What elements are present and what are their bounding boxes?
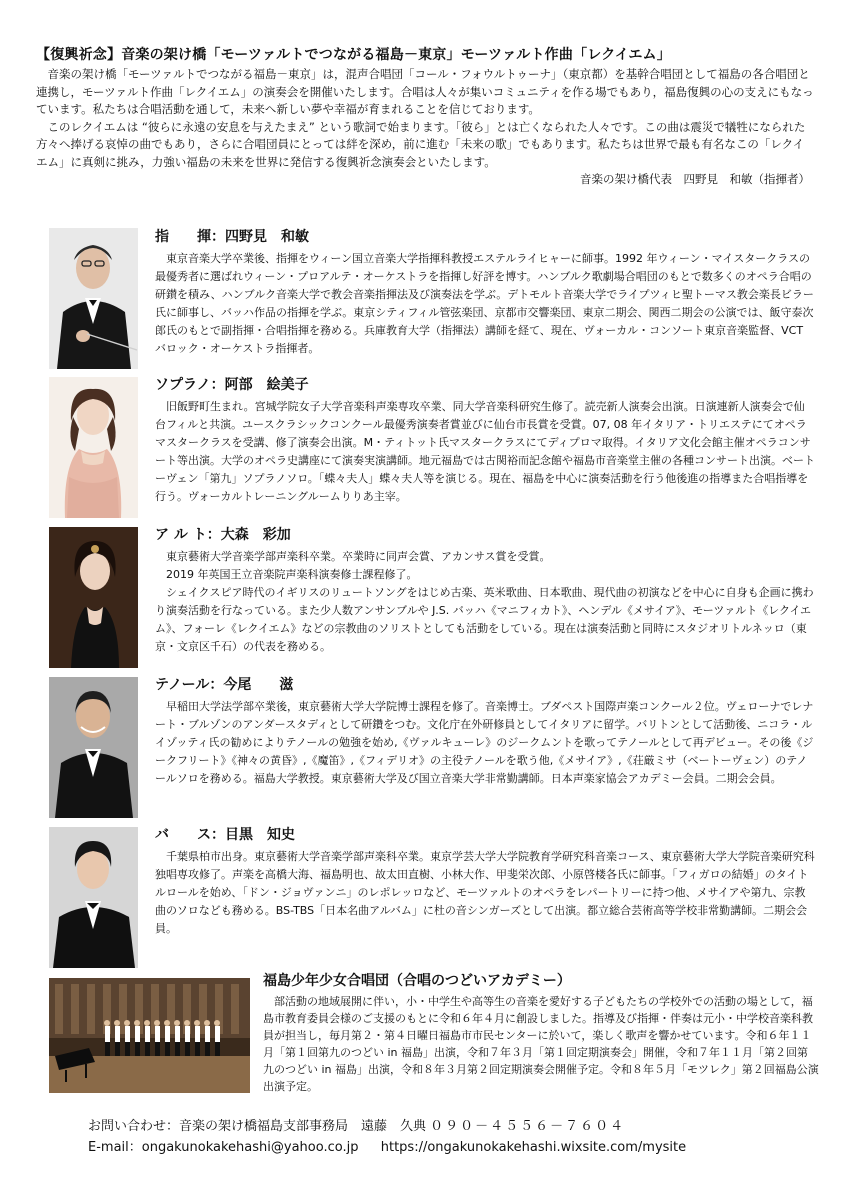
alto-bio bbox=[155, 526, 815, 656]
tenor-bio bbox=[155, 676, 815, 788]
soprano-bio bbox=[155, 376, 815, 506]
conductor-name: 指 揮：四野見 和敏 bbox=[155, 229, 309, 245]
bass-bio-text: 千葉県柏市出身。東京藝術大学音楽学部声楽科卒業。東京学芸大学大学院教育学研究科音楽コース、東京藝術大学大学院音楽研究科独唱専攻修了。声楽を高橋大海、福島明也、故太田直樹、小林大作、甲斐栄次郎、小原啓楼各氏に師事。「フィガロの結婚」のタイトルロールを始め、「ドン・ジョヴァンニ」のレポレッロなど、モーツァルトのオペラをレパートリーに持つ他、メサイアや第九、宗教曲のソロなども務める。BS-TBS「日本名曲アルバム」に杜の音シンガーズとして出演。都立総合芸術高等学校非常勤講師。二期会会員。 bbox=[155, 850, 815, 935]
alto-bio-line-2: 2019 年英国王立音楽院声楽科演奏修士課程修了。 bbox=[166, 568, 418, 581]
contact-label: お問い合わせ：音楽の架け橋福島支部事務局 遠藤 久典 bbox=[88, 1119, 427, 1134]
tenor-photo bbox=[49, 677, 138, 818]
conductor-bio bbox=[155, 228, 815, 358]
bass-bio bbox=[155, 826, 815, 938]
intro-signature: 音楽の架け橋代表 四野見 和敏（指揮者） bbox=[580, 172, 810, 186]
bass-name: バ ス：目黒 知史 bbox=[155, 827, 295, 843]
contact-line bbox=[88, 1116, 808, 1137]
alto-photo bbox=[49, 527, 138, 668]
intro-paragraph-1: 音楽の架け橋「モーツァルトでつながる福島－東京」は，混声合唱団「コール・フォウルトゥーナ」（東京都）を基幹合唱団として福島の各合唱団と連携し，モーツァルト作曲「レクイエム」の演奏会を開催いたします。合唱は人々が集いコミュニティを作る場でもあり，福島復興の心の支えにもなっています。私たちは合唱活動を通して，未来へ新しい夢や幸福が育まれることを信じております。 bbox=[36, 67, 814, 116]
choir-name: 福島少年少女合唱団（合唱のつどいアカデミー） bbox=[263, 973, 571, 989]
intro-paragraph-2: このレクイエムは “彼らに永遠の安息を与えたまえ” という歌詞で始まります。「彼ら」とは亡くなられた人々です。この曲は震災で犠牲になられた方々へ捧げる哀悼の曲でもあり，さらに合唱団員にとっては絆を深め，前に進む「未来の歌」でもあります。私たちは世界で最も有名なこの「レクイエム」に真剣に挑み，力強い福島の未来を世界に発信する復興祈念演奏会といたします。 bbox=[36, 119, 806, 169]
alto-bio-line-3: シェイクスピア時代のイギリスのリュートソングをはじめ古楽、英米歌曲、日本歌曲、現代曲の初演などを中心に自身も企画に携わり演奏活動を行なっている。また少人数アンサンブルや J.S. バッハ《マニフィカト》、ヘンデル《メサイア》、モーツァルト《レクイエム》、フォーレ《レクイエム》などの宗教曲のソリストとしても活動をしている。現在は演奏活動と同時にスタジオリトルネッロ（東京・文京区千石）の代表を務める。 bbox=[155, 586, 814, 653]
conductor-bio-text: 東京音楽大学卒業後、指揮をウィーン国立音楽大学指揮科教授エステルライヒャーに師事。1992 年ウィーン・マイスタークラスの最優秀者に選ばれウィーン・プロアルテ・オーケストラを指揮し好評を博す。ハンブルク歌劇場合唱団のもとで数多くのオペラ合唱の研鑚を積み、ハンブルク音楽大学で教会音楽指揮法及び演奏法を学ぶ。デトモルト音楽大学でライプツィヒ聖トーマス教会楽長ビラー氏に師事し、バッハ作品の指揮を学ぶ。東京シティフィル管弦楽団、京都市交響楽団、東京二期会、関西二期会の公演では、飯守泰次郎氏のもとで副指揮・合唱指揮を務める。兵庫教育大学（指揮法）講師を経て、現在、ヴォーカル・コンソート東京音楽監督、VCT バロック・オーケストラ指揮者。 bbox=[155, 252, 814, 355]
choir-bio-text: 部活動の地域展開に伴い，小・中学生や高等生の音楽を愛好する子どもたちの学校外での活動の場として，福島市教育委員会様のご支援のもとに令和６年４月に創設しました。指導及び指揮・伴奏は元小・中学校音楽科教員が担当し，毎月第２・第４日曜日福島市市民センターに於いて，楽しく歌声を響かせています。令和６年１１月「第１回第九のつどい in 福島」出演，令和７年３月「第１回定期演奏会」開催，令和７年１１月「第２回第九のつどい in 福島」出演，令和８年３月第２回定期演奏会開催予定。令和８年５月「モツレク」第２回福島公演出演予定。 bbox=[263, 995, 819, 1093]
choir-photo bbox=[49, 978, 250, 1093]
tenor-bio-text: 早稲田大学法学部卒業後，東京藝術大学大学院博士課程を修了。音楽博士。ブダペスト国際声楽コンクール２位。ヴェローナでレナート・ブルゾンのアンダースタディとして研鑽をつむ。文化庁在外研修員としてイタリアに留学。バリトンとして活動後、ニコラ・ルイゾッティ氏の勧めによりテノールの勉強を始め,《ヴァルキューレ》のジークムントを歌ってテノールとして再デビュー。その後《ジークフリート》《神々の黄昏》,《魔笛》,《フィデリオ》の主役テノールを歌う他,《メサイア》,《荘厳ミサ（ベートーヴェン）のテノールソロを務める。福島大学教授。東京藝術大学及び国立音楽大学非常勤講師。日本声楽家協会アカデミー会員。二期会会員。 bbox=[155, 700, 814, 785]
contact-phone: ０９０－４５５６－７６０４ bbox=[430, 1119, 626, 1134]
contact-section bbox=[88, 1116, 808, 1158]
intro-section bbox=[36, 66, 814, 189]
alto-name: ア ル ト：大森 彩加 bbox=[155, 527, 291, 543]
flyer-title: 【復興祈念】音楽の架け橋「モーツァルトでつながる福島－東京」モーツァルト作曲「レクイエム」 bbox=[36, 47, 671, 63]
soprano-bio-text: 旧飯野町生まれ。宮城学院女子大学音楽科声楽専攻卒業、同大学音楽科研究生修了。読売新人演奏会出演。日演連新人演奏会で仙台フィルと共演。ユースクラシックコンクール最優秀演奏者賞並びに仙台市長賞を受賞。07, 08 年イタリア・トリエステにてオペラマスタークラスを受講、修了演奏会出演。M・ティトット氏マスタークラスにてディプロマ取得。イタリア文化会館主催オペラコンサート等出演。大学のオペラ史講座にて演奏実演講師。地元福島では古関裕而記念館や福島市音楽堂主催の各種コンサート出演。ベートーヴェン「第九」ソプラノソロ。「蝶々夫人」蝶々夫人等を演じる。現在、福島を中心に演奏活動を行う他後進の指導また合唱指導を行う。ヴォーカルトレーニングルームりりあ主宰。 bbox=[155, 400, 815, 503]
choir-section bbox=[263, 972, 819, 1095]
tenor-name: テノール：今尾 滋 bbox=[155, 677, 294, 693]
contact-url[interactable]: https://ongakunokakehashi.wixsite.com/mysite bbox=[380, 1140, 687, 1155]
bass-photo bbox=[49, 827, 138, 968]
contact-email[interactable]: E-mail：ongakunokakehashi@yahoo.co.jp bbox=[88, 1140, 359, 1155]
soprano-name: ソプラノ：阿部 絵美子 bbox=[155, 377, 309, 393]
contact-web-line bbox=[88, 1137, 808, 1158]
conductor-photo bbox=[49, 228, 138, 369]
alto-bio-line-1: 東京藝術大学音楽学部声楽科卒業。卒業時に同声会賞、アカンサス賞を受賞。 bbox=[166, 550, 551, 563]
soprano-photo bbox=[49, 377, 138, 518]
